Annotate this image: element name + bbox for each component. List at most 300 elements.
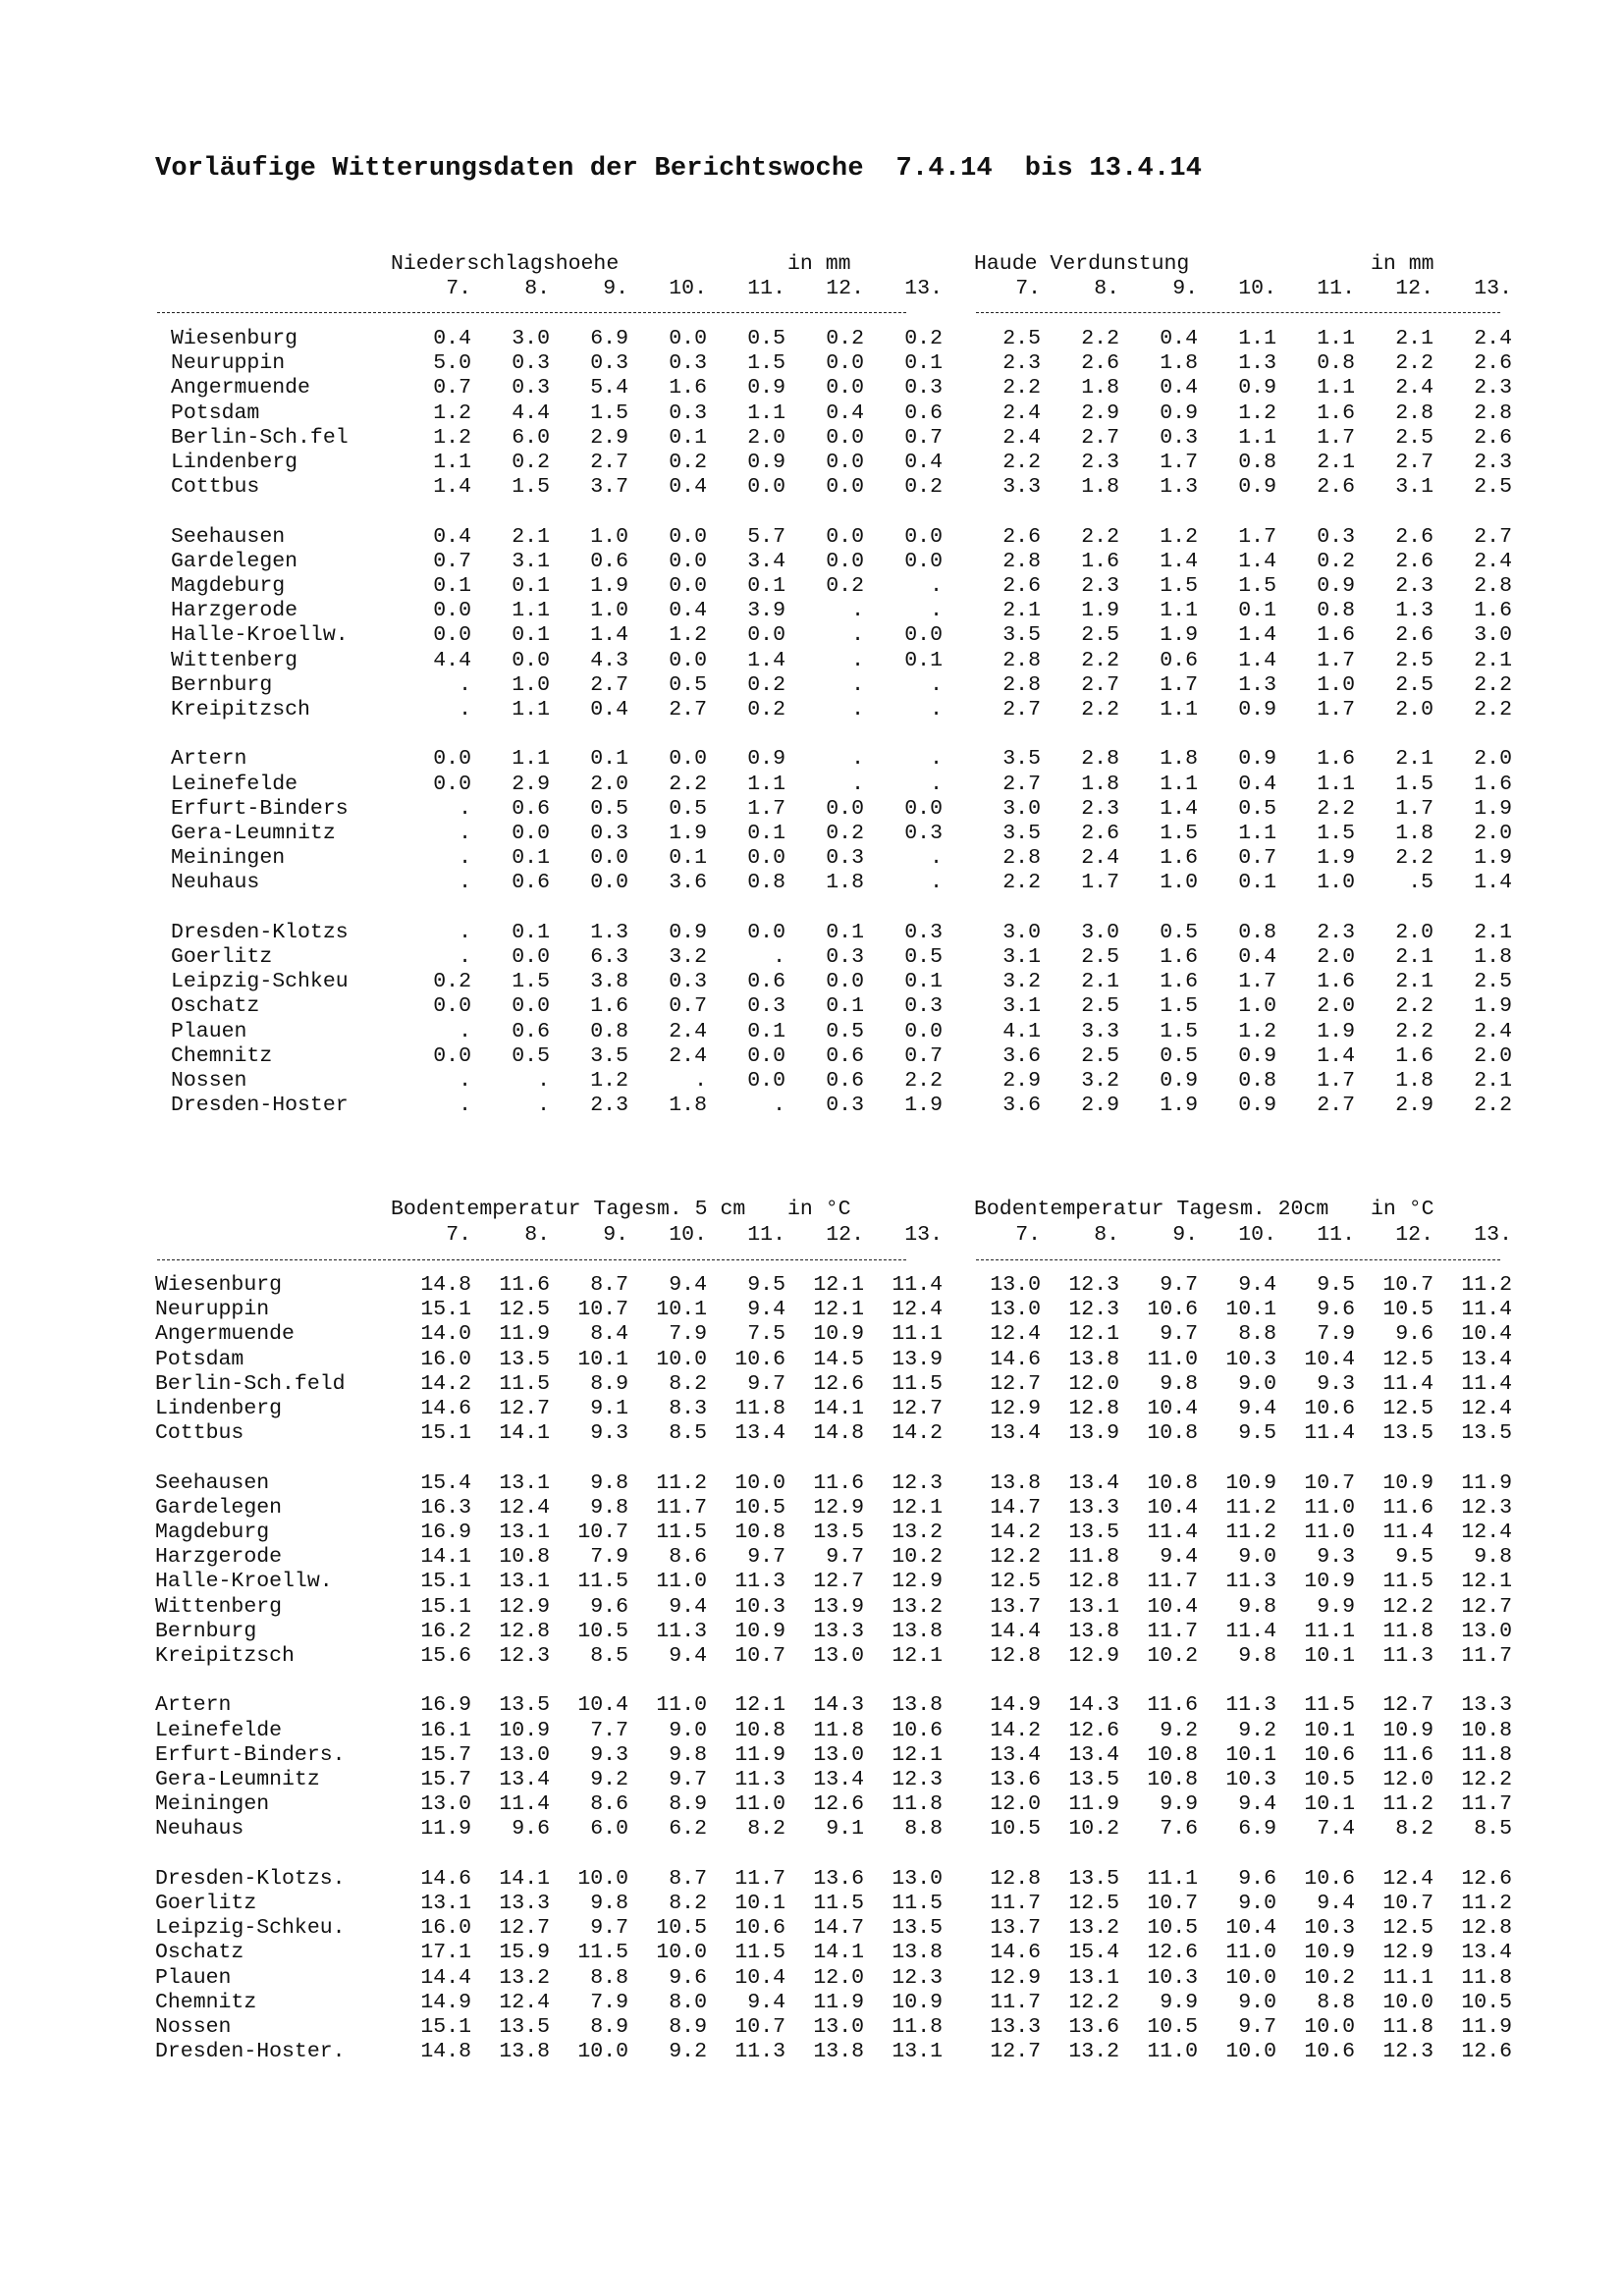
value-cell: 0.0 xyxy=(669,524,707,549)
value-cell: 1.1 xyxy=(1238,822,1276,846)
value-cell: . xyxy=(930,846,943,871)
value-cell: 1.9 xyxy=(1081,599,1119,623)
value-cell: 3.1 xyxy=(512,549,550,573)
value-cell: 2.1 xyxy=(1395,327,1434,350)
group-spacer xyxy=(1041,1669,1119,1693)
value-cell: 10.3 xyxy=(1225,1347,1276,1371)
value-cell: 1.1 xyxy=(1238,327,1276,350)
value-cell: 3.7 xyxy=(590,475,628,500)
column-gap xyxy=(943,1941,962,1965)
group-spacer xyxy=(707,722,785,747)
station-name: Potsdam xyxy=(155,1347,244,1371)
value-cell: 9.7 xyxy=(826,1545,864,1570)
value-cell: 9.4 xyxy=(669,1273,707,1297)
value-cell: 8.2 xyxy=(1395,1817,1434,1842)
day-label: 11. xyxy=(1317,1223,1355,1247)
value-cell: 3.0 xyxy=(1474,623,1512,648)
value-cell: 12.4 xyxy=(1461,1397,1512,1421)
value-cell: 9.5 xyxy=(1238,1421,1276,1446)
value-cell: 0.7 xyxy=(1238,846,1276,871)
value-cell: 12.9 xyxy=(892,1570,943,1594)
group-spacer xyxy=(707,500,785,524)
value-cell: 7.9 xyxy=(669,1322,707,1347)
station-name: Neuhaus xyxy=(171,871,260,895)
value-cell: . xyxy=(773,945,785,970)
value-cell: 2.8 xyxy=(1474,400,1512,425)
value-cell: 2.2 xyxy=(1395,351,1434,376)
value-cell: 2.8 xyxy=(1002,648,1041,672)
value-cell: 10.9 xyxy=(1304,1941,1355,1965)
value-cell: 10.7 xyxy=(734,2015,785,2040)
value-cell: 1.6 xyxy=(669,376,707,400)
value-cell: 11.7 xyxy=(656,1495,707,1520)
value-cell: 10.7 xyxy=(1382,1892,1434,1916)
group-spacer xyxy=(0,896,393,921)
value-cell: 15.1 xyxy=(420,1298,471,1322)
value-cell: 11.2 xyxy=(656,1470,707,1495)
value-cell: 14.6 xyxy=(420,1866,471,1891)
value-cell: 1.5 xyxy=(747,351,785,376)
value-cell: 11.0 xyxy=(1304,1521,1355,1545)
value-cell: 1.4 xyxy=(747,648,785,672)
value-cell: 2.3 xyxy=(1081,451,1119,475)
value-cell: 10.8 xyxy=(1461,1718,1512,1742)
group-spacer xyxy=(707,896,785,921)
value-cell: 1.5 xyxy=(512,970,550,994)
value-cell: 13.8 xyxy=(1068,1347,1119,1371)
day-label: 8. xyxy=(1094,277,1119,300)
station-name: Oschatz xyxy=(171,994,260,1019)
group-spacer xyxy=(471,1669,550,1693)
value-cell: 12.7 xyxy=(1461,1594,1512,1619)
day-label: 11. xyxy=(747,1223,785,1247)
column-gap xyxy=(943,1991,962,2015)
value-cell: 12.1 xyxy=(892,1644,943,1669)
value-cell: 13.5 xyxy=(499,2015,550,2040)
value-cell: 11.7 xyxy=(734,1866,785,1891)
value-cell: 10.5 xyxy=(734,1495,785,1520)
day-label: 9. xyxy=(1172,277,1198,300)
value-cell: 10.5 xyxy=(1461,1990,1512,2014)
value-cell: 11.8 xyxy=(892,2015,943,2040)
station-name: Chemnitz xyxy=(155,1990,257,2014)
value-cell: 1.3 xyxy=(1238,672,1276,697)
group-spacer xyxy=(864,500,943,524)
value-cell: 10.1 xyxy=(1304,1792,1355,1817)
value-cell: 2.3 xyxy=(590,1094,628,1118)
value-cell: 10.1 xyxy=(1225,1298,1276,1322)
group-spacer xyxy=(943,1446,962,1470)
value-cell: 12.9 xyxy=(1068,1644,1119,1669)
value-cell: 0.2 xyxy=(512,451,550,475)
column-gap xyxy=(943,351,962,376)
column-gap xyxy=(943,2040,962,2064)
value-cell: 0.0 xyxy=(747,1043,785,1068)
value-cell: 0.6 xyxy=(512,1019,550,1043)
value-cell: 9.0 xyxy=(1238,1371,1276,1396)
group-spacer xyxy=(707,1842,785,1867)
value-cell: 9.3 xyxy=(1317,1545,1355,1570)
value-cell: 0.0 xyxy=(747,623,785,648)
day-label: 11. xyxy=(1317,277,1355,300)
group-spacer xyxy=(628,1842,707,1867)
group-spacer xyxy=(962,500,1041,524)
value-cell: 15.1 xyxy=(420,1570,471,1594)
column-gap xyxy=(943,1867,962,1892)
value-cell: 2.3 xyxy=(1317,920,1355,944)
value-cell: 1.2 xyxy=(669,623,707,648)
value-cell: 9.8 xyxy=(590,1892,628,1916)
station-name: Magdeburg xyxy=(155,1521,270,1545)
value-cell: 2.0 xyxy=(1317,945,1355,970)
value-cell: 1.0 xyxy=(1317,672,1355,697)
value-cell: 0.9 xyxy=(747,747,785,772)
value-cell: 12.0 xyxy=(990,1792,1041,1817)
soil5-divider xyxy=(157,1259,906,1260)
value-cell: 2.1 xyxy=(1395,747,1434,772)
value-cell: 11.4 xyxy=(499,1792,550,1817)
value-cell: 8.7 xyxy=(669,1866,707,1891)
value-cell: 2.1 xyxy=(1474,648,1512,672)
value-cell: 11.1 xyxy=(1304,1619,1355,1643)
value-cell: . xyxy=(851,772,864,796)
day-label: 7. xyxy=(1015,1223,1041,1247)
precip-caption: Niederschlagshoehe xyxy=(391,252,620,276)
value-cell: . xyxy=(537,1094,550,1118)
value-cell: 0.0 xyxy=(826,524,864,549)
group-spacer xyxy=(471,896,550,921)
column-gap xyxy=(943,1273,962,1298)
table-body xyxy=(0,1273,1512,2064)
value-cell: . xyxy=(851,698,864,722)
value-cell: 10.7 xyxy=(1304,1470,1355,1495)
value-cell: 9.6 xyxy=(590,1594,628,1619)
value-cell: 4.4 xyxy=(512,400,550,425)
value-cell: . xyxy=(459,920,471,944)
value-cell: 13.8 xyxy=(892,1619,943,1643)
value-cell: 4.3 xyxy=(590,648,628,672)
value-cell: 1.7 xyxy=(1160,672,1198,697)
value-cell: 2.9 xyxy=(1081,1094,1119,1118)
value-cell: 3.6 xyxy=(1002,1043,1041,1068)
value-cell: 1.1 xyxy=(1160,599,1198,623)
value-cell: 2.6 xyxy=(1002,574,1041,599)
value-cell: 9.6 xyxy=(1238,1866,1276,1891)
value-cell: 9.8 xyxy=(590,1495,628,1520)
value-cell: 12.9 xyxy=(990,1965,1041,1990)
group-spacer xyxy=(1041,1842,1119,1867)
station-name: Seehausen xyxy=(155,1470,270,1495)
value-cell: 8.9 xyxy=(669,2015,707,2040)
value-cell: 11.0 xyxy=(734,1792,785,1817)
value-cell: 13.5 xyxy=(1382,1421,1434,1446)
value-cell: 0.0 xyxy=(512,822,550,846)
value-cell: 11.5 xyxy=(656,1521,707,1545)
precip-divider xyxy=(157,312,906,313)
station-name: Plauen xyxy=(171,1019,247,1043)
day-label: 12. xyxy=(1395,1223,1434,1247)
value-cell: 0.1 xyxy=(512,846,550,871)
value-cell: 3.6 xyxy=(1002,1094,1041,1118)
station-name: Gardelegen xyxy=(155,1495,283,1520)
value-cell: 2.2 xyxy=(1395,846,1434,871)
value-cell: 0.0 xyxy=(512,945,550,970)
value-cell: 1.5 xyxy=(1238,574,1276,599)
day-label: 12. xyxy=(826,277,864,300)
column-gap xyxy=(943,673,962,698)
column-gap xyxy=(943,1595,962,1620)
group-spacer xyxy=(0,1842,393,1867)
value-cell: 12.3 xyxy=(1382,2040,1434,2064)
value-cell: 10.0 xyxy=(734,1470,785,1495)
value-cell: 11.3 xyxy=(1225,1570,1276,1594)
group-spacer xyxy=(1355,1842,1434,1867)
day-label: 13. xyxy=(1474,277,1512,300)
value-cell: . xyxy=(459,1019,471,1043)
value-cell: 0.9 xyxy=(1238,698,1276,722)
value-cell: 1.8 xyxy=(1081,772,1119,796)
value-cell: 2.0 xyxy=(1474,747,1512,772)
column-gap xyxy=(943,376,962,400)
evap-divider xyxy=(976,312,1500,313)
value-cell: 0.9 xyxy=(1160,400,1198,425)
value-cell: 14.9 xyxy=(990,1693,1041,1718)
value-cell: 0.8 xyxy=(1317,351,1355,376)
group-spacer xyxy=(864,896,943,921)
column-gap xyxy=(943,1570,962,1594)
group-spacer xyxy=(943,1669,962,1693)
value-cell: 12.3 xyxy=(499,1644,550,1669)
value-cell: 12.5 xyxy=(1068,1892,1119,1916)
value-cell: 11.9 xyxy=(1068,1792,1119,1817)
value-cell: 0.6 xyxy=(826,1069,864,1094)
group-spacer xyxy=(628,500,707,524)
value-cell: 0.6 xyxy=(590,549,628,573)
value-cell: 2.1 xyxy=(1081,970,1119,994)
value-cell: . xyxy=(930,574,943,599)
column-gap xyxy=(943,451,962,475)
value-cell: 0.5 xyxy=(669,796,707,821)
group-spacer xyxy=(1355,896,1434,921)
group-spacer xyxy=(962,1446,1041,1470)
value-cell: 2.2 xyxy=(1081,648,1119,672)
value-cell: . xyxy=(459,822,471,846)
value-cell: 12.2 xyxy=(990,1545,1041,1570)
value-cell: 1.5 xyxy=(1160,574,1198,599)
value-cell: 13.0 xyxy=(813,2015,864,2040)
value-cell: 0.3 xyxy=(1160,425,1198,450)
group-spacer xyxy=(393,1669,471,1693)
value-cell: 10.4 xyxy=(1225,1916,1276,1941)
column-gap xyxy=(943,1743,962,1768)
value-cell: 14.6 xyxy=(420,1397,471,1421)
column-gap xyxy=(943,797,962,822)
station-name: Angermuende xyxy=(171,376,310,400)
value-cell: 2.5 xyxy=(1395,672,1434,697)
value-cell: 6.0 xyxy=(512,425,550,450)
value-cell: 1.1 xyxy=(747,400,785,425)
value-cell: 13.8 xyxy=(1068,1619,1119,1643)
value-cell: 14.9 xyxy=(420,1990,471,2014)
column-gap xyxy=(943,747,962,772)
value-cell: 1.2 xyxy=(1238,1019,1276,1043)
value-cell: 12.9 xyxy=(813,1495,864,1520)
value-cell: 10.8 xyxy=(734,1521,785,1545)
value-cell: 11.2 xyxy=(1461,1273,1512,1297)
group-spacer xyxy=(943,1842,962,1867)
value-cell: 14.2 xyxy=(892,1421,943,1446)
value-cell: 11.1 xyxy=(892,1322,943,1347)
value-cell: 0.8 xyxy=(747,871,785,895)
column-gap xyxy=(943,994,962,1019)
value-cell: 0.3 xyxy=(669,970,707,994)
value-cell: 2.6 xyxy=(1081,822,1119,846)
value-cell: 9.3 xyxy=(1317,1371,1355,1396)
value-cell: 13.0 xyxy=(813,1742,864,1767)
group-spacer xyxy=(550,500,628,524)
value-cell: 10.5 xyxy=(1382,1298,1434,1322)
value-cell: 2.7 xyxy=(1081,425,1119,450)
value-cell: 14.2 xyxy=(420,1371,471,1396)
value-cell: 0.3 xyxy=(826,945,864,970)
value-cell: 9.9 xyxy=(1160,1792,1198,1817)
value-cell: 11.3 xyxy=(1225,1693,1276,1718)
value-cell: 10.8 xyxy=(1147,1742,1198,1767)
value-cell: 2.4 xyxy=(669,1019,707,1043)
value-cell: 2.5 xyxy=(1081,1043,1119,1068)
value-cell: 0.1 xyxy=(433,574,471,599)
value-cell: . xyxy=(694,1069,707,1094)
value-cell: 8.0 xyxy=(669,1990,707,2014)
column-gap xyxy=(943,574,962,599)
column-gap xyxy=(943,1372,962,1397)
value-cell: 14.4 xyxy=(990,1619,1041,1643)
station-name: Leinefelde xyxy=(171,772,298,796)
group-spacer xyxy=(864,1842,943,1867)
value-cell: 2.9 xyxy=(1002,1069,1041,1094)
value-cell: 9.6 xyxy=(512,1817,550,1842)
value-cell: 5.4 xyxy=(590,376,628,400)
value-cell: 2.8 xyxy=(1081,747,1119,772)
value-cell: 0.1 xyxy=(512,920,550,944)
column-gap xyxy=(943,945,962,970)
value-cell: 3.3 xyxy=(1081,1019,1119,1043)
value-cell: 13.4 xyxy=(813,1768,864,1792)
value-cell: 0.4 xyxy=(1160,327,1198,350)
value-cell: 3.0 xyxy=(1081,920,1119,944)
value-cell: 2.6 xyxy=(1395,524,1434,549)
value-cell: 10.0 xyxy=(1225,1965,1276,1990)
value-cell: 0.4 xyxy=(669,599,707,623)
group-spacer xyxy=(393,1446,471,1470)
value-cell: 15.6 xyxy=(420,1644,471,1669)
station-name: Artern xyxy=(155,1693,232,1718)
value-cell: 12.1 xyxy=(892,1742,943,1767)
value-cell: 2.4 xyxy=(669,1043,707,1068)
value-cell: 0.1 xyxy=(1238,599,1276,623)
value-cell: 0.2 xyxy=(826,574,864,599)
value-cell: 1.8 xyxy=(669,1094,707,1118)
value-cell: 14.2 xyxy=(990,1718,1041,1742)
value-cell: 2.7 xyxy=(1002,698,1041,722)
value-cell: 9.8 xyxy=(1160,1371,1198,1396)
group-spacer xyxy=(785,1446,864,1470)
value-cell: 0.8 xyxy=(1238,451,1276,475)
value-cell: 0.4 xyxy=(590,698,628,722)
value-cell: 9.8 xyxy=(669,1742,707,1767)
value-cell: 11.8 xyxy=(1068,1545,1119,1570)
value-cell: 11.7 xyxy=(990,1990,1041,2014)
day-label: 8. xyxy=(1094,1223,1119,1247)
station-name: Bernburg xyxy=(155,1619,257,1643)
group-spacer xyxy=(471,500,550,524)
value-cell: 11.2 xyxy=(1225,1521,1276,1545)
value-cell: 2.2 xyxy=(1081,524,1119,549)
value-cell: 11.2 xyxy=(1461,1892,1512,1916)
value-cell: 1.6 xyxy=(1081,549,1119,573)
value-cell: 12.2 xyxy=(1068,1990,1119,2014)
value-cell: 10.0 xyxy=(577,1866,628,1891)
column-gap xyxy=(943,1020,962,1044)
value-cell: 13.0 xyxy=(990,1298,1041,1322)
value-cell: 2.0 xyxy=(1395,920,1434,944)
column-gap xyxy=(943,1298,962,1322)
value-cell: 1.8 xyxy=(1160,747,1198,772)
value-cell: 0.0 xyxy=(747,1069,785,1094)
value-cell: 9.7 xyxy=(1238,2015,1276,2040)
column-gap xyxy=(943,1892,962,1916)
value-cell: 0.2 xyxy=(904,327,943,350)
value-cell: 3.4 xyxy=(747,549,785,573)
value-cell: 9.0 xyxy=(669,1718,707,1742)
value-cell: 2.9 xyxy=(512,772,550,796)
value-cell: 1.3 xyxy=(1160,475,1198,500)
value-cell: 0.2 xyxy=(433,970,471,994)
value-cell: 0.0 xyxy=(433,623,471,648)
value-cell: 10.6 xyxy=(734,1347,785,1371)
value-cell: 1.1 xyxy=(512,599,550,623)
value-cell: 0.3 xyxy=(904,920,943,944)
day-label: 9. xyxy=(1172,1223,1198,1247)
station-name: Halle-Kroellw. xyxy=(155,1570,333,1594)
station-name: Goerlitz xyxy=(171,945,273,970)
value-cell: 0.9 xyxy=(1238,376,1276,400)
station-name: Neuruppin xyxy=(155,1298,270,1322)
group-spacer xyxy=(0,500,393,524)
value-cell: 4.4 xyxy=(433,648,471,672)
station-name: Chemnitz xyxy=(171,1043,273,1068)
value-cell: 1.7 xyxy=(1317,425,1355,450)
column-gap xyxy=(943,846,962,871)
value-cell: 0.0 xyxy=(826,351,864,376)
value-cell: 12.9 xyxy=(1382,1941,1434,1965)
header-spacer xyxy=(0,1223,393,1248)
value-cell: 10.7 xyxy=(734,1644,785,1669)
value-cell: 0.5 xyxy=(1160,1043,1198,1068)
value-cell: 1.5 xyxy=(1395,772,1434,796)
value-cell: 3.0 xyxy=(512,327,550,350)
value-cell: 1.1 xyxy=(747,772,785,796)
value-cell: 12.4 xyxy=(499,1495,550,1520)
group-spacer xyxy=(962,1842,1041,1867)
group-spacer xyxy=(864,1669,943,1693)
value-cell: 0.1 xyxy=(904,648,943,672)
column-gap xyxy=(943,1223,962,1248)
value-cell: 8.9 xyxy=(590,1371,628,1396)
value-cell: 1.6 xyxy=(1317,747,1355,772)
value-cell: 0.1 xyxy=(747,1019,785,1043)
value-cell: 1.6 xyxy=(1160,970,1198,994)
